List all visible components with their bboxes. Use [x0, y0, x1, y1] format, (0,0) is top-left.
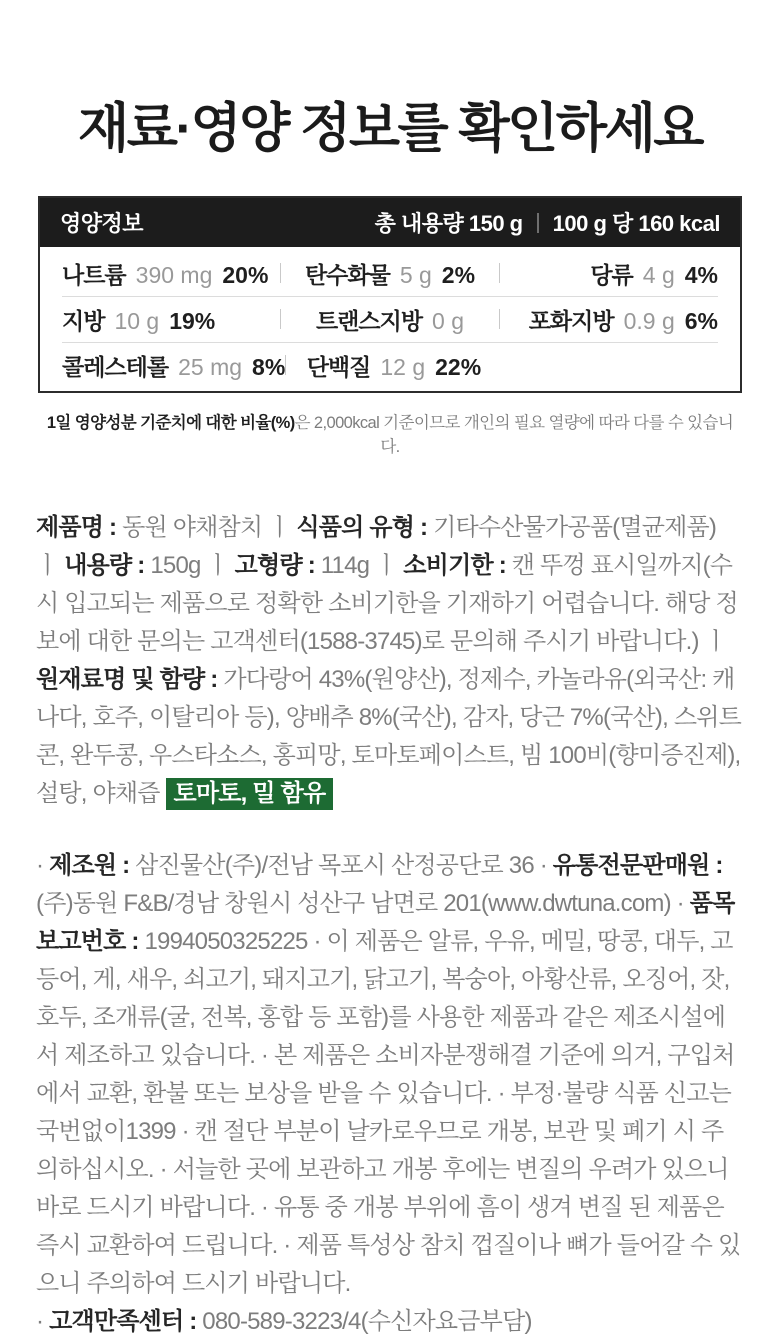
nutrient-name: 나트륨	[62, 261, 126, 288]
nutrient-name: 지방	[62, 307, 105, 334]
nutrient-name: 당류	[590, 261, 633, 288]
field-label: 식품의 유형 :	[296, 514, 434, 542]
field-label: 고객만족센터 :	[49, 1308, 203, 1336]
nutrition-table	[38, 196, 742, 393]
nutrient-cell	[286, 349, 501, 382]
nutrient-daily-percent: 4%	[684, 261, 718, 288]
nutrition-row	[62, 250, 718, 296]
nutrient-value: 0 g	[432, 307, 465, 334]
footnote-bold: 1일 영양성분 기준치에 대한 비율(%)	[46, 414, 295, 433]
nutrient-name: 포화지방	[528, 307, 614, 334]
nutrient-value: 0.9 g	[623, 307, 675, 334]
page-title: 재료·영양 정보를 확인하세요	[78, 99, 702, 158]
header-divider	[537, 213, 539, 233]
notices-paragraph	[36, 847, 744, 1303]
nutrient-value: 25 mg	[178, 353, 243, 380]
product-details-paragraph	[36, 509, 744, 813]
nutrition-table-header	[40, 198, 740, 247]
nutrient-cell	[500, 257, 718, 290]
nutrient-value: 5 g	[399, 261, 432, 288]
field-value: 080-589-3223/4(수신자요금부담)	[202, 1308, 532, 1336]
field-label: 제조원 :	[49, 852, 136, 880]
field-label: 내용량 :	[64, 552, 151, 580]
nutrient-name: 단백질	[306, 353, 371, 380]
per-amount: 100 g 당 160 kcal	[552, 211, 720, 237]
field-label: 제품명 :	[36, 514, 123, 542]
nutrient-name: 트랜스지방	[315, 307, 423, 334]
nutrient-name: 탄수화물	[304, 261, 390, 288]
nutrient-value: 390 mg	[135, 261, 213, 288]
field-value: (주)동원 F&B/경남 창원시 성산구 남면로 201(www.dwtuna.com) ·	[36, 890, 690, 918]
nutrient-cell	[62, 257, 280, 290]
field-value: 1994050325225 · 이 제품은 알류, 우유, 메밀, 땅콩, 대두, 고등어, 게, 새우, 쇠고기, 돼지고기, 닭고기, 복숭아, 아황산류, 오징어, 잣, 호두, 조개류(굴, 전복, 홍합 등 포함)를 사용한 제품과 같은 제조시설에서 제조하고 있습니다. · 본 제품은 소비자분쟁해결 기준에 의거, 구입처에서 교환, 환불 또는 보상을 받을 수 있습니다. · 부정·불량 식품 신고는 국번없이1399 · 캔 절단 부분이 날카로우므로 개봉, 보관 및 폐기 시 주의하십시오. · 서늘한 곳에 보관하고 개봉 후에는 변질의 우려가 있으니 바로 드시기 바랍니다. · 유통 중 개봉 부위에 흠이 생겨 변질 된 제품은 즉시 교환하여 드립니다. · 제품 특성상 참치 껍질이나 뼈가 들어갈 수 있으니 주의하여 드시기 바랍니다.	[36, 928, 741, 1298]
nutrition-rows	[40, 247, 740, 391]
nutrient-daily-percent: 19%	[169, 307, 216, 334]
field-value: 기타수산물가공품(멸균제품) ㅣ	[36, 514, 717, 580]
nutrient-cell	[281, 257, 499, 290]
nutrition-amounts	[375, 207, 720, 238]
nutrient-cell	[62, 303, 280, 336]
field-value: 114g ㅣ	[320, 552, 404, 580]
total-amount: 총 내용량 150 g	[374, 211, 523, 237]
field-label: 유통전문판매원 :	[552, 852, 723, 880]
field-label: 품목보고번호 :	[36, 890, 735, 956]
nutrition-row	[62, 296, 718, 342]
nutrient-daily-percent: 2%	[441, 261, 476, 288]
nutrient-value: 4 g	[642, 261, 675, 288]
nutrient-name: 콜레스테롤	[62, 353, 169, 380]
nutrition-footnote	[38, 409, 742, 457]
field-label: 소비기한 :	[403, 552, 512, 580]
nutrition-row	[62, 342, 718, 388]
field-value: 삼진물산(주)/전남 목포시 산정공단로 36 ·	[135, 852, 553, 880]
allergen-highlight: 토마토, 밀 함유	[166, 778, 334, 810]
field-value: 캔 뚜껑 표시일까지(수시 입고되는 제품으로 정확한 소비기한을 기재하기 어렵습니다. 해당 정보에 대한 문의는 고객센터(1588-3745)로 문의해 주시기 바랍니다.) ㅣ	[36, 552, 738, 656]
field-value: ·	[36, 852, 50, 880]
footnote-rest: 은 2,000kcal 기준이므로 개인의 필요 열량에 따라 다를 수 있습니다.	[294, 414, 734, 457]
field-value: 동원 야채참치 ㅣ	[122, 514, 297, 542]
field-value: ·	[36, 1308, 50, 1336]
field-label: 원재료명 및 함량 :	[36, 666, 224, 694]
nutrition-label: 영양정보	[60, 211, 144, 237]
nutrient-cell	[500, 303, 718, 336]
field-value: 150g ㅣ	[150, 552, 235, 580]
nutrient-value: 10 g	[114, 307, 160, 334]
nutrient-daily-percent: 6%	[684, 307, 718, 334]
nutrient-cell	[281, 303, 499, 336]
field-value: 가다랑어 43%(원양산), 정제수, 카놀라유(외국산: 캐나다, 호주, 이탈리아 등), 양배추 8%(국산), 감자, 당근 7%(국산), 스위트콘, 완두콩, 우스타소스, 홍피망, 토마토페이스트, 빔 100비(향미증진제), 설탕, 야채즙	[36, 666, 741, 808]
nutrient-daily-percent: 22%	[435, 353, 482, 380]
nutrient-value: 12 g	[380, 353, 426, 380]
field-label: 고형량 :	[234, 552, 321, 580]
nutrient-daily-percent: 20%	[222, 261, 269, 288]
customer-center-line	[36, 1303, 744, 1341]
nutrient-cell	[62, 349, 285, 382]
nutrient-daily-percent: 8%	[252, 353, 286, 380]
